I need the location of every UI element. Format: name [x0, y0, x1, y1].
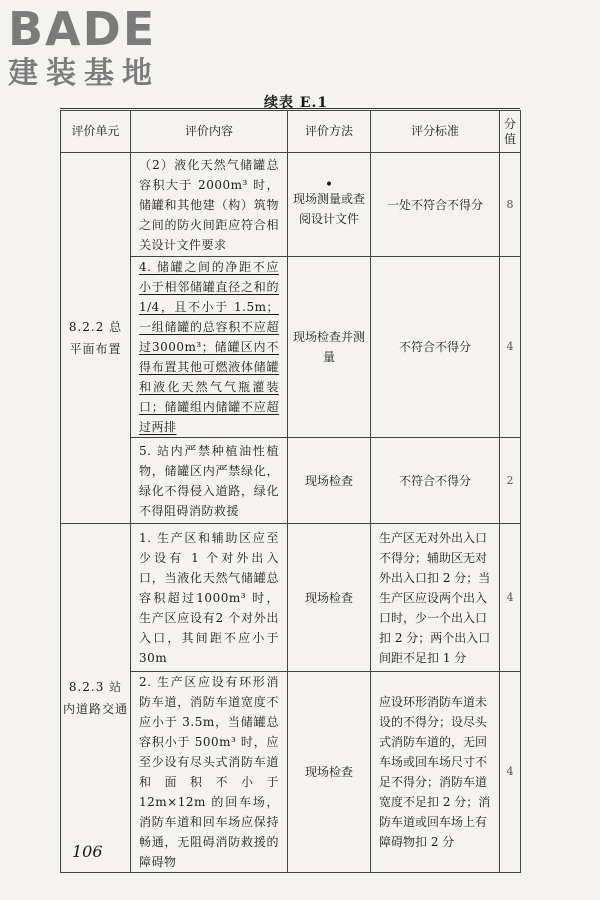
- standard-cell: 不符合不得分: [371, 257, 500, 438]
- table-row: [61, 153, 521, 257]
- score-cell: 4: [500, 257, 521, 438]
- bade-logo: [8, 2, 188, 92]
- header-unit: 评价单元: [61, 111, 131, 153]
- content-cell: 4. 储罐之间的净距不应小于相邻储罐直径之和的1/4，且不小于 1.5m；一组储罐的总容积不应超过3000m³；储罐区内不得布置其他可燃液体储罐和液化天然气气瓶灌装口；储罐组内储罐不应超过两排: [131, 257, 288, 438]
- table-caption: 续表 E.1: [264, 95, 329, 111]
- header-content: 评价内容: [131, 111, 288, 153]
- header-score: 分值: [500, 111, 521, 153]
- content-cell: （2）液化天然气储罐总容积大于 2000m³ 时，储罐和其他建（构）筑物之间的防火间距应符合相关设计文件要求: [131, 153, 288, 257]
- method-text: 现场测量或查阅设计文件: [292, 191, 365, 226]
- method-cell: 现场检查: [288, 438, 371, 524]
- content-cell: 2. 生产区应设有环形消防车道，消防车道宽度不应小于 3.5m，当储罐总容积小于 500m³ 时，应至少设有尽头式消防车道和面积不小于 12m×12m 的回车场，消防车道和回车场应保持畅通，无阻碍消防救援的障碍物: [131, 672, 288, 873]
- score-cell: 2: [500, 438, 521, 524]
- method-cell: 现场检查: [288, 672, 371, 873]
- unit-cell: 8.2.2 总平面布置: [61, 153, 131, 524]
- score-cell: 4: [500, 524, 521, 672]
- method-cell: [288, 153, 371, 257]
- page-number: 106: [72, 842, 103, 861]
- content-cell: 5. 站内严禁种植油性植物，储罐区内严禁绿化，绿化不得侵入道路，绿化不得阻碍消防救援: [131, 438, 288, 524]
- logo-word: BADE: [8, 2, 157, 56]
- top-rule: [60, 108, 520, 109]
- header-row: [61, 111, 521, 153]
- bullet-mark: •: [324, 176, 334, 193]
- score-cell: 8: [500, 153, 521, 257]
- table-row: [61, 524, 521, 672]
- evaluation-table: [60, 110, 521, 873]
- header-standard: 评分标准: [371, 111, 500, 153]
- unit-cell: 8.2.3 站内道路交通: [61, 524, 131, 873]
- standard-cell: 一处不符合不得分: [371, 153, 500, 257]
- standard-cell: 应设环形消防车道未设的不得分；设尽头式消防车道的，无回车场或回车场尺寸不足不得分；消防车道宽度不足扣 2 分；消防车道或回车场上有障碍物扣 2 分: [371, 672, 500, 873]
- method-cell: 现场检查并测量: [288, 257, 371, 438]
- header-method: 评价方法: [288, 111, 371, 153]
- standard-cell: 生产区无对外出入口不得分；辅助区无对外出入口扣 2 分；当生产区应设两个出入口时，少一个出入口扣 2 分；两个出入口间距不足扣 1 分: [371, 524, 500, 672]
- standard-cell: 不符合不得分: [371, 438, 500, 524]
- content-cell: 1. 生产区和辅助区应至少设有 1 个对外出入口，当液化天然气储罐总容积超过1000m³ 时，生产区应设有2 个对外出入口，其间距不应小于 30m: [131, 524, 288, 672]
- method-cell: 现场检查: [288, 524, 371, 672]
- logo-subtitle: 建装基地: [8, 56, 160, 91]
- score-cell: 4: [500, 672, 521, 873]
